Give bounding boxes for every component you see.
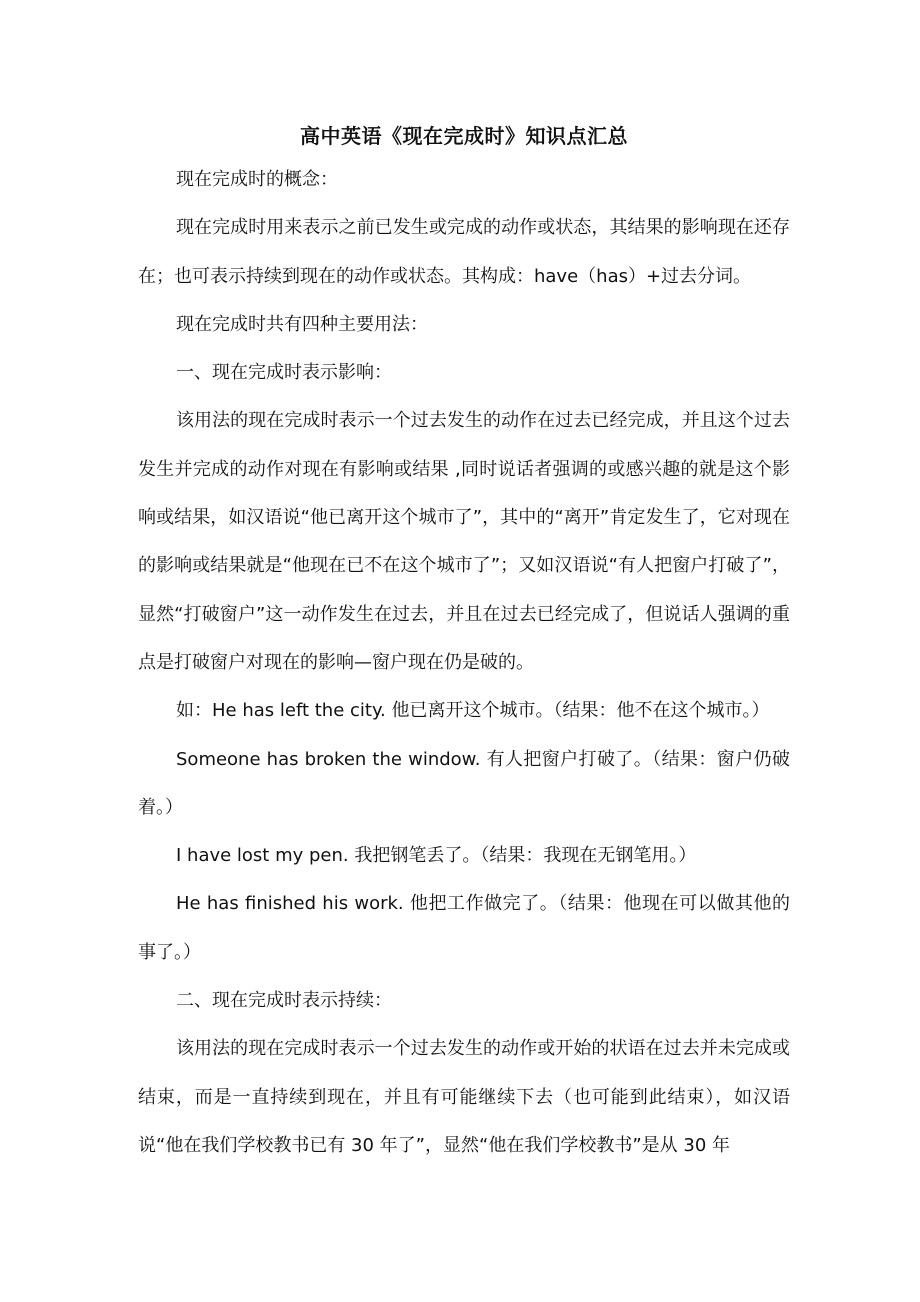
document-body xyxy=(138,116,790,1170)
section-heading-influence: 一、现在完成时表示影响： xyxy=(176,362,392,384)
paragraph-influence-explanation: 该用法的现在完成时表示一个过去发生的动作在过去已经完成，并且这个过去发生并完成的动作对现在有影响或结果 ,同时说话者强调的或感兴趣的就是这个影响或结果，如汉语说“他已离开这个城市了”，其中的“离开”肯定发生了，它对现在的影响或结果就是“他现在已不在这个城市了”；又如汉语说“有人把窗户打破了”，显然“打破窗户”这一动作发生在过去，并且在过去已经完成了，但说话人强调的重点是打破窗户对现在的影响—窗户现在仍是破的。 xyxy=(138,410,790,673)
paragraph-concept-heading: 现在完成时的概念： xyxy=(176,169,338,190)
paragraph-concept-definition: 现在完成时用来表示之前已发生或完成的动作或状态，其结果的影响现在还存在；也可表示持续到现在的动作或状态。其构成：have（has）+过去分词。 xyxy=(138,217,790,287)
section-heading-continuation: 二、现在完成时表示持续： xyxy=(176,990,392,1012)
example-sentence-3: I have lost my pen. 我把钢笔丢了。（结果：我现在无钢笔用。） xyxy=(176,845,697,867)
example-sentence-1: 如：He has left the city. 他已离开这个城市。（结果：他不在这个城市。） xyxy=(176,700,770,722)
example-sentence-2: Someone has broken the window. 有人把窗户打破了。（结果：窗户仍破着。） xyxy=(138,748,790,818)
document-title: 高中英语《现在完成时》知识点汇总 xyxy=(300,124,628,148)
example-sentence-4: He has finished his work. 他把工作做完了。（结果：他现在可以做其他的事了。） xyxy=(138,893,790,963)
paragraph-usages-intro: 现在完成时共有四种主要用法： xyxy=(176,313,428,335)
paragraph-continuation-explanation: 该用法的现在完成时表示一个过去发生的动作或开始的状语在过去并未完成或结束，而是一直持续到现在，并且有可能继续下去（也可能到此结束），如汉语说“他在我们学校教书已有 30 年了”，显然“他在我们学校教书”是从 30 年 xyxy=(138,1038,790,1156)
